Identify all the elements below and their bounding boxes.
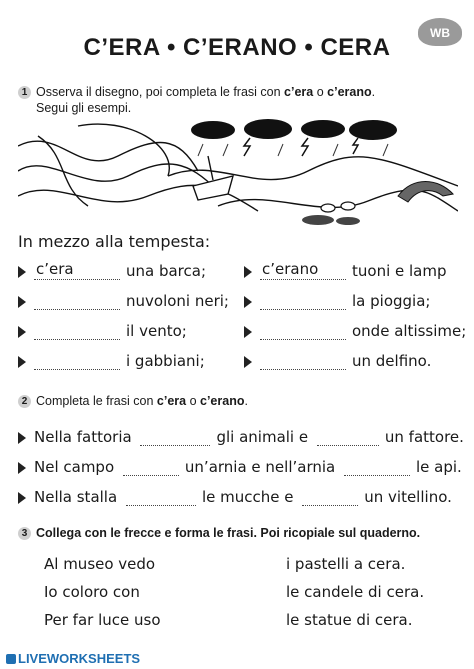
instruction-end: .: [371, 85, 376, 99]
answer-blank[interactable]: [126, 488, 196, 506]
row-text: la pioggia;: [352, 292, 431, 310]
exercise-3-number: 3: [18, 527, 31, 540]
exercise-2-number: 2: [18, 395, 31, 408]
answer-value: c’era: [36, 260, 74, 278]
footer: [0, 648, 474, 669]
answer-value: c’erano: [262, 260, 319, 278]
answer-blank[interactable]: [140, 428, 210, 446]
bullet-icon: [18, 326, 26, 338]
ex3-right-3[interactable]: le statue di cera.: [286, 611, 413, 629]
exercise-3-instruction: Collega con le frecce e forma le frasi. Poi ricopiale sul quaderno.: [36, 526, 421, 540]
ex2-row-3: [18, 488, 452, 506]
instruction-text: Completa le frasi con: [36, 394, 157, 408]
row-text: tuoni e lamp: [352, 262, 447, 280]
ex3-right-2[interactable]: le candele di cera.: [286, 583, 425, 601]
ex3-left-1[interactable]: Al museo vedo: [44, 555, 156, 573]
row-text: il vento;: [126, 322, 187, 340]
keyword-cera: c’era: [284, 85, 314, 99]
bullet-icon: [18, 356, 26, 368]
ex1-right-row-2: [244, 292, 430, 310]
row-text: Nel campo: [34, 458, 115, 476]
row-text: Nella stalla: [34, 488, 118, 506]
keyword-cera: c’era: [156, 394, 187, 408]
answer-blank[interactable]: [260, 292, 346, 310]
exercise-1-instruction: [36, 84, 456, 116]
liveworksheets-icon: [6, 654, 16, 664]
storm-illustration: [18, 116, 458, 226]
answer-blank[interactable]: [302, 488, 358, 506]
row-text: Nella fattoria: [34, 428, 132, 446]
ex3-right-1[interactable]: i pastelli a cera.: [286, 555, 406, 573]
ex3-left-2[interactable]: Io coloro con: [44, 583, 140, 601]
bullet-icon: [244, 326, 252, 338]
exercise-1-intro: In mezzo alla tempesta:: [18, 232, 211, 251]
answer-blank[interactable]: [34, 322, 120, 340]
instruction-end: .: [244, 394, 248, 408]
row-text: un vitellino.: [364, 488, 452, 506]
exercise-2-instruction: [36, 393, 248, 409]
bullet-icon: [18, 296, 26, 308]
page-title: C’ERA • C’ERANO • CERA: [83, 34, 391, 61]
row-text: nuvoloni neri;: [126, 292, 229, 310]
ex1-left-row-1: [18, 262, 206, 280]
answer-blank[interactable]: [34, 352, 120, 370]
bullet-icon: [18, 462, 26, 474]
row-text: una barca;: [126, 262, 207, 280]
bullet-icon: [18, 492, 26, 504]
ex2-row-2: [18, 458, 462, 476]
answer-blank[interactable]: [123, 458, 179, 476]
answer-blank[interactable]: [34, 292, 120, 310]
row-text: un delfino.: [352, 352, 432, 370]
bullet-icon: [18, 266, 26, 278]
ex3-left-3[interactable]: Per far luce uso: [44, 611, 161, 629]
bullet-icon: [244, 296, 252, 308]
instruction-text-2: Segui gli esempi.: [36, 101, 132, 115]
keyword-cerano: c’erano: [200, 394, 245, 408]
bullet-icon: [244, 266, 252, 278]
bullet-icon: [244, 356, 252, 368]
bullet-icon: [18, 432, 26, 444]
answer-blank[interactable]: [344, 458, 410, 476]
answer-blank[interactable]: [34, 262, 120, 280]
brand-text: LIVEWORKSHEETS: [18, 651, 141, 666]
ex1-right-row-4: [244, 352, 431, 370]
ex1-left-row-4: [18, 352, 205, 370]
instruction-connector: o: [186, 394, 200, 408]
publisher-badge: WB: [418, 18, 462, 46]
row-text: le api.: [416, 458, 462, 476]
row-text: un’arnia e nell’arnia: [184, 458, 336, 476]
instruction-text: Osserva il disegno, poi completa le frasi con: [36, 85, 285, 99]
answer-blank[interactable]: [260, 352, 346, 370]
answer-blank[interactable]: [260, 322, 346, 340]
liveworksheets-logo[interactable]: [6, 651, 140, 666]
exercise-1-number: 1: [18, 86, 31, 99]
ex1-right-row-1: [244, 262, 447, 280]
ex1-left-row-2: [18, 292, 229, 310]
ex1-right-row-3: [244, 322, 466, 340]
answer-blank[interactable]: [260, 262, 346, 280]
row-text: gli animali e: [216, 428, 309, 446]
ex1-left-row-3: [18, 322, 187, 340]
row-text: i gabbiani;: [126, 352, 205, 370]
keyword-cerano: c’erano: [327, 85, 372, 99]
row-text: un fattore.: [384, 428, 464, 446]
answer-blank[interactable]: [317, 428, 379, 446]
instruction-connector: o: [313, 85, 328, 99]
ex2-row-1: [18, 428, 464, 446]
row-text: onde altissime;: [352, 322, 467, 340]
row-text: le mucche e: [201, 488, 294, 506]
